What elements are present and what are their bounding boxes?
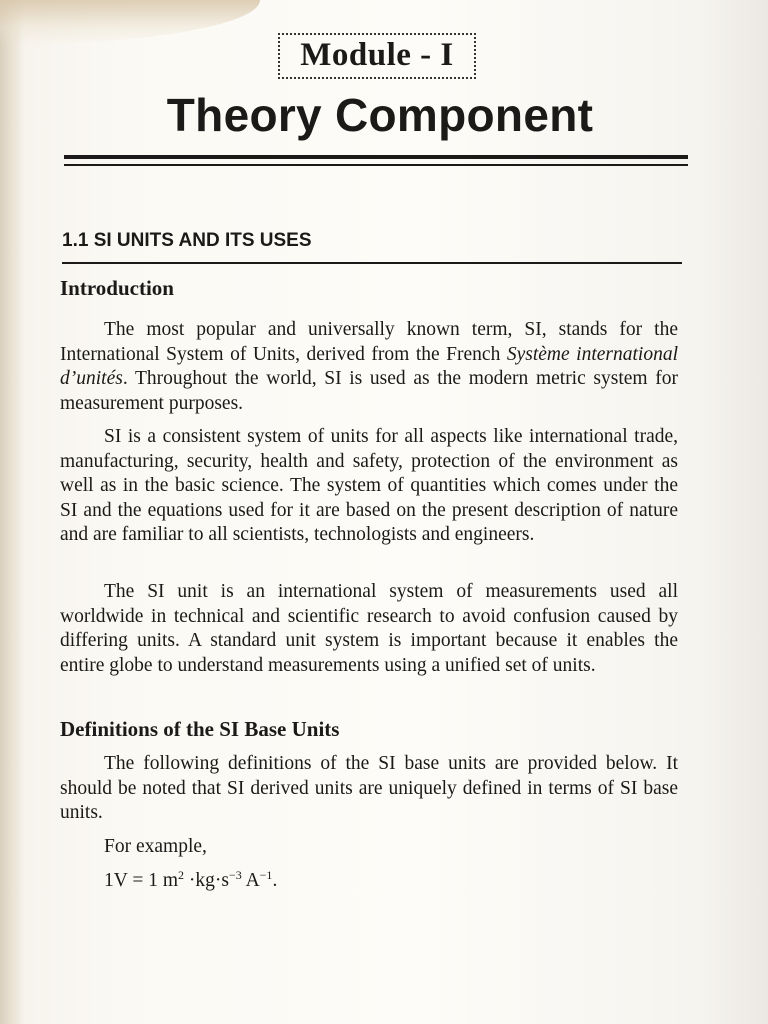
formula-text: 1V = 1 m: [104, 870, 179, 891]
introduction-paragraph-3: The SI unit is an international system of measurements used all worldwide in technical and scientific research to avoid confusion caused by differing units. A standard unit system is important because it enables the entire globe to understand measurements using a unified set of units.: [60, 581, 678, 676]
french-term: Système international d’unités: [60, 343, 678, 389]
module-label: Module - I: [300, 37, 454, 73]
formula-exponent: −3: [228, 868, 242, 882]
section-divider: [62, 262, 682, 264]
definitions-heading: Definitions of the SI Base Units: [60, 717, 340, 741]
introduction-heading: Introduction: [60, 276, 174, 300]
paragraph-text: The most popular and universally known term, SI, stands for the International System of Units, derived from the French: [60, 319, 678, 365]
formula-text: .: [272, 870, 278, 891]
title-divider-thin: [64, 164, 688, 166]
formula-exponent: 2: [178, 868, 185, 882]
page-title: Theory Component: [166, 89, 594, 141]
definitions-paragraph: The following definitions of the SI base units are provided below. It should be noted that SI derived units are uniquely defined in terms of SI base units.: [60, 753, 678, 823]
module-label-box: [278, 33, 476, 79]
section-heading: 1.1 SI UNITS AND ITS USES: [62, 230, 312, 251]
formula-text: A: [241, 870, 260, 891]
page-corner-shadow: [0, 0, 260, 45]
introduction-paragraph-1: [60, 318, 678, 416]
page-binding-edge: [0, 0, 22, 1024]
title-divider-thick: [64, 155, 688, 159]
example-label: For example,: [104, 836, 207, 857]
formula-exponent: −1: [259, 868, 273, 882]
volt-formula: [104, 868, 277, 892]
introduction-paragraph-2: SI is a consistent system of units for all aspects like international trade, manufacturing, security, health and safety, protection of the environment as well as in the basic science. The system of quantities which comes under the SI and the equations used for it are based on the present description of nature and are familiar to all scientists, technologists and engineers.: [60, 426, 678, 545]
paragraph-text: . Throughout the world, SI is used as the modern metric system for measurement purposes.: [60, 368, 678, 414]
formula-text: ·kg·s: [184, 870, 229, 891]
